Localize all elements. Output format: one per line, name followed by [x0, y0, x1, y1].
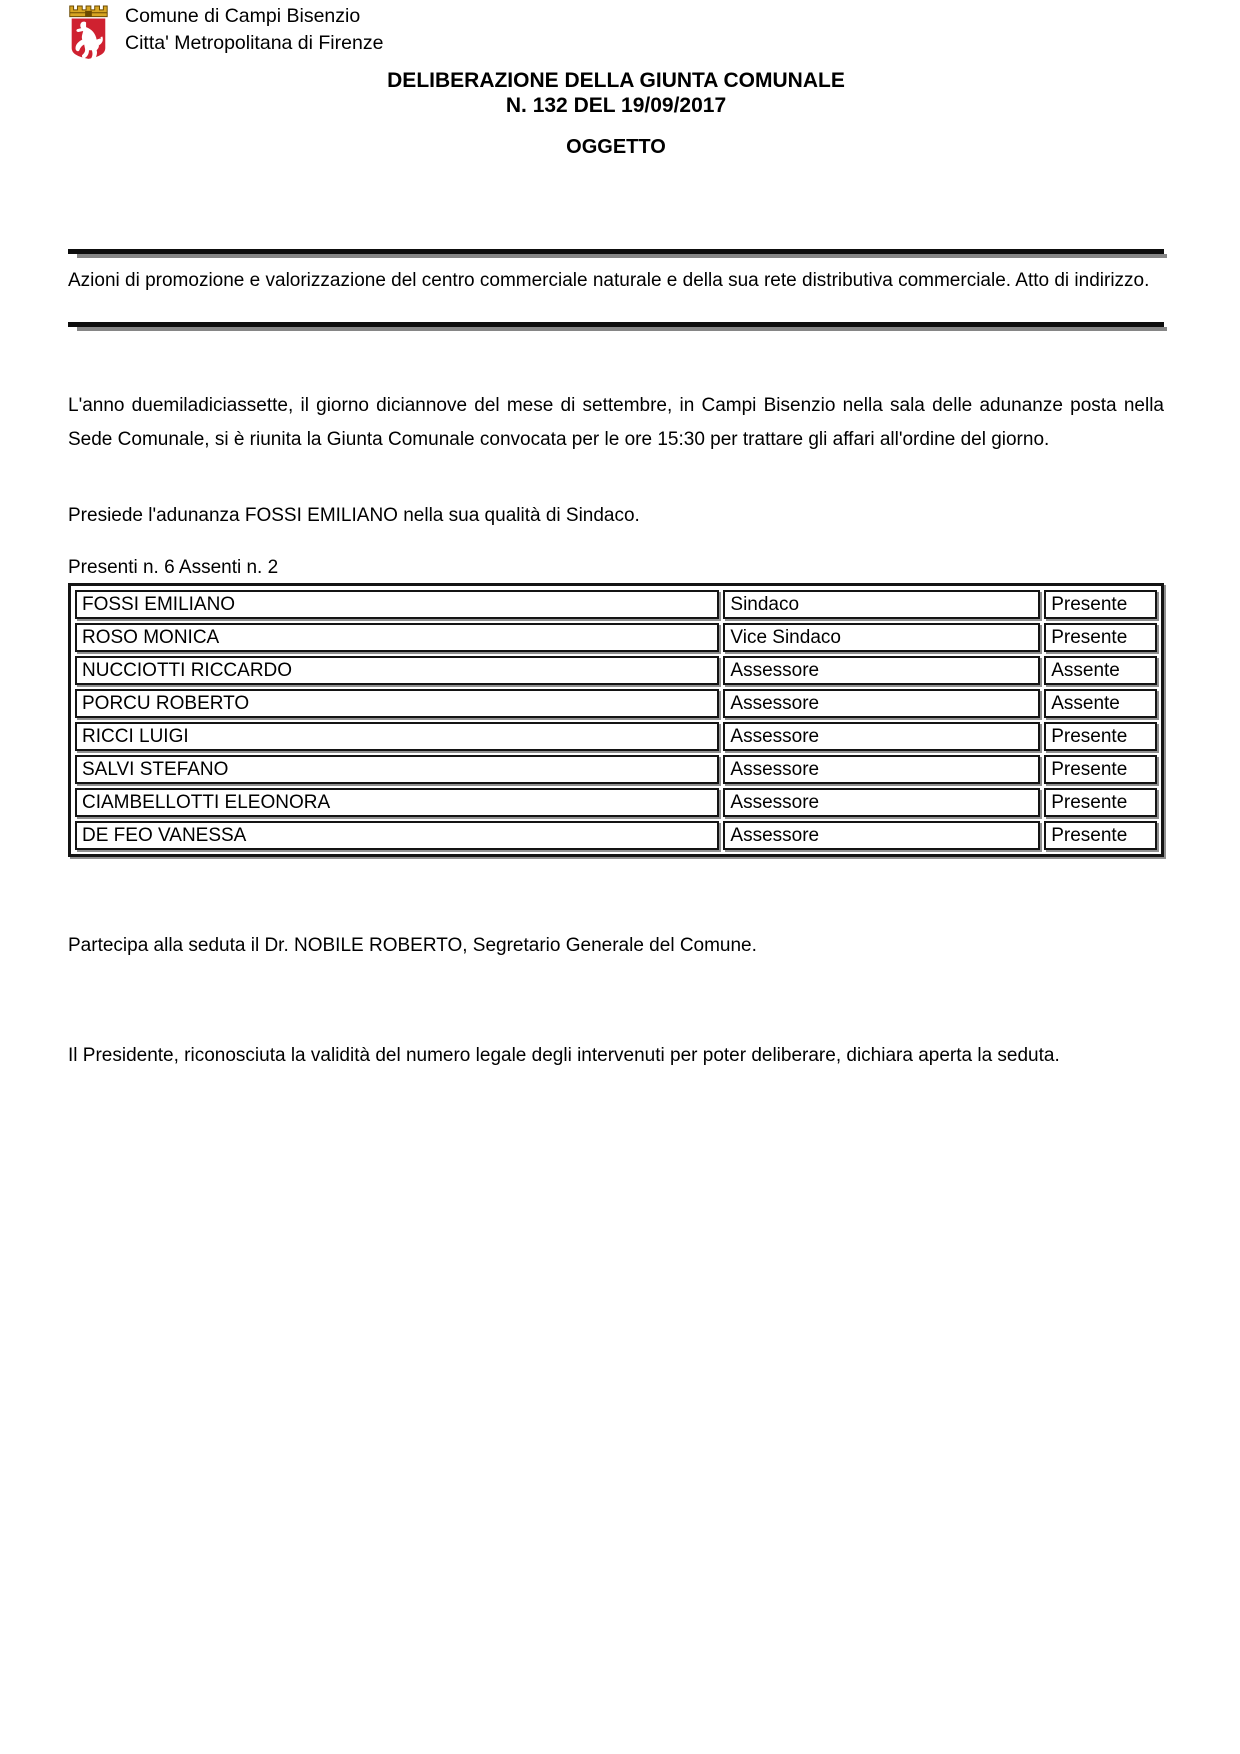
table-row	[75, 722, 1157, 751]
attendee-role: Assessore	[723, 821, 1040, 850]
attendance-table	[68, 583, 1164, 857]
attendee-name: CIAMBELLOTTI ELEONORA	[75, 788, 719, 817]
horizontal-rule-bottom	[68, 322, 1164, 327]
attendee-name: FOSSI EMILIANO	[75, 590, 719, 619]
title-block	[68, 68, 1164, 159]
subject-text: Azioni di promozione e valorizzazione del centro commerciale naturale e della sua rete distributiva commerciale. Atto di indirizzo.	[68, 270, 1150, 291]
attendee-role: Sindaco	[723, 590, 1040, 619]
table-row	[75, 623, 1157, 652]
attendee-status: Presente	[1044, 821, 1157, 850]
closing-statement: Il Presidente, riconosciuta la validità del numero legale degli intervenuti per poter deliberare, dichiara aperta la seduta.	[68, 1045, 1060, 1066]
attendee-status: Presente	[1044, 623, 1157, 652]
attendee-name: NUCCIOTTI RICCARDO	[75, 656, 719, 685]
attendee-role: Assessore	[723, 722, 1040, 751]
secretary-note: Partecipa alla seduta il Dr. NOBILE ROBERTO, Segretario Generale del Comune.	[68, 935, 757, 956]
attendance-summary: Presenti n. 6 Assenti n. 2	[68, 557, 279, 578]
session-chair: Presiede l'adunanza FOSSI EMILIANO nella sua qualità di Sindaco.	[68, 505, 640, 526]
attendee-name: RICCI LUIGI	[75, 722, 719, 751]
attendee-name: SALVI STEFANO	[75, 755, 719, 784]
attendee-name: PORCU ROBERTO	[75, 689, 719, 718]
attendee-name: DE FEO VANESSA	[75, 821, 719, 850]
table-row	[75, 656, 1157, 685]
province-name: Citta' Metropolitana di Firenze	[125, 32, 384, 54]
attendee-status: Assente	[1044, 656, 1157, 685]
attendee-name: ROSO MONICA	[75, 623, 719, 652]
document-header	[64, 0, 1164, 60]
table-row	[75, 821, 1157, 850]
attendee-role: Assessore	[723, 755, 1040, 784]
attendee-status: Assente	[1044, 689, 1157, 718]
table-row	[75, 755, 1157, 784]
attendee-status: Presente	[1044, 590, 1157, 619]
document-number: N. 132 DEL 19/09/2017	[505, 94, 727, 117]
coat-of-arms-icon	[64, 2, 112, 60]
session-intro: L'anno duemiladiciassette, il giorno diciannove del mese di settembre, in Campi Bisenzio nella sala delle adunanze posta nella Sede Comunale, si è riunita la Giunta Comunale convocata per le ore 15:30 per trattare gli affari all'ordine del giorno.	[68, 395, 1164, 450]
municipality-name: Comune di Campi Bisenzio	[125, 5, 361, 27]
attendee-status: Presente	[1044, 722, 1157, 751]
table-row	[75, 590, 1157, 619]
attendee-role: Assessore	[723, 689, 1040, 718]
crown-gate	[85, 11, 92, 17]
table-row	[75, 788, 1157, 817]
table-row	[75, 689, 1157, 718]
horizontal-rule-top	[68, 249, 1164, 254]
attendee-role: Assessore	[723, 656, 1040, 685]
attendee-status: Presente	[1044, 788, 1157, 817]
attendee-role: Vice Sindaco	[723, 623, 1040, 652]
attendee-role: Assessore	[723, 788, 1040, 817]
attendee-status: Presente	[1044, 755, 1157, 784]
document-title: DELIBERAZIONE DELLA GIUNTA COMUNALE	[387, 69, 845, 92]
subject-section-heading: OGGETTO	[566, 136, 666, 158]
